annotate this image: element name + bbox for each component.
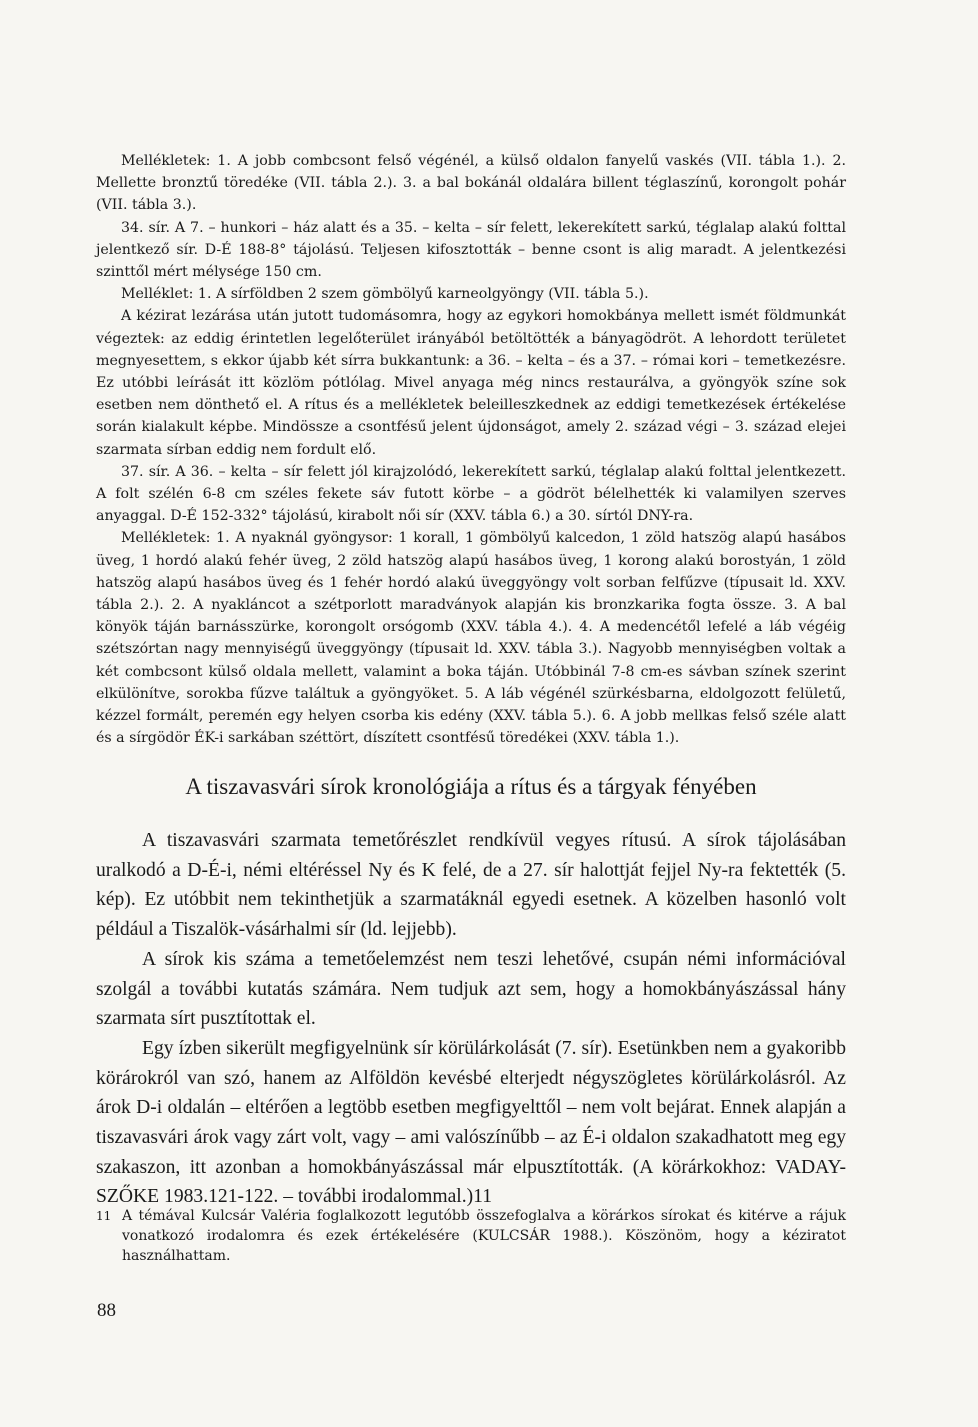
- paragraph: A sírok kis száma a temetőelemzést nem teszi lehetővé, csupán némi információval szolgál a további kutatás számára. Nem tudjuk azt sem, hogy a homokbányászással hány szarmata sírt pusztítottak el.: [96, 948, 846, 1030]
- section-heading: A tiszavasvári sírok kronológiája a rítus és a tárgyak fényében: [185, 774, 757, 799]
- footnote-text: A témával Kulcsár Valéria foglalkozott legutóbb összefoglalva a körárkos sírokat és kitérve a rájuk vonatkozó irodalomra és ezek értékelésére (KULCSÁR 1988.). Köszönöm, hogy a kéziratot használhattam.: [122, 1208, 846, 1264]
- page-number: 88: [97, 1300, 116, 1321]
- paragraph: Mellékletek: 1. A nyaknál gyöngysor: 1 korall, 1 gömbölyű kalcedon, 1 zöld hatszög alapú hasábos üveg, 1 hordó alakú fehér üveg, 2 zöld hatszög alapú hasábos üveg, 1 korong alakú borostyán, 1 zöld hatszög alapú hasábos üveg és 1 fehér hordó alakú üveggyöngy volt sorban felfűzve (típusait ld. XXV. tábla 2.). 2. A nyakláncot a szétporlott maradványok alapján kis bronzkarika fogta össze. 3. A bal könyök táján barnásszürke, korongolt orsógomb (XXV. tábla 4.). 4. A medencétől lefelé a láb végéig szétszórtan nagy mennyiségű üveggyöngy (típusait ld. XXV. tábla 3.). Nagyobb mennyiségben voltak a két combcsont külső oldala mellett, valamint a boka táján. Utóbbinál 7-8 cm-es sávban színek szerint elkülönítve, sorokba fűzve találtuk a gyöngyöket. 5. A láb végénél szürkésbarna, eldolgozott felületű, kézzel formált, peremén egy helyen csorba kis edény (XXV. tábla 5.). 6. A jobb mellkas felső széle alatt és a sírgödör ÉK-i sarkában széttört, díszített csontfésű töredékei (XXV. tábla 1.).: [96, 530, 846, 747]
- footnote-number: 11: [96, 1209, 112, 1223]
- footnote: [96, 1206, 846, 1266]
- top-text-block: [96, 150, 846, 749]
- paragraph: Melléklet: 1. A sírföldben 2 szem gömbölyű karneolgyöngy (VII. tábla 5.).: [121, 286, 649, 303]
- body-text: [96, 826, 846, 1212]
- paragraph: A tiszavasvári szarmata temetőrészlet rendkívül vegyes rítusú. A sírok tájolásában uralkodó a D-É-i, némi eltéréssel Ny és K felé, de a 27. sír halottját fejjel Ny-ra fektették (5. kép). Ez utóbbit nem tekinthetjük a szarmatáknál egyedi esetnek. A közelben hasonló volt például a Tiszalök-vásárhalmi sír (ld. lejjebb).: [96, 830, 846, 941]
- paragraph: Mellékletek: 1. A jobb combcsont felső végénél, a külső oldalon fanyelű vaskés (VII. tábla 1.). 2. Mellette bronztű töredéke (VII. tábla 2.). 3. a bal bokánál oldalára billent téglaszínű, korongolt pohár (VII. tábla 3.).: [96, 153, 846, 214]
- paragraph: Egy ízben sikerült megfigyelnünk sír körülárkolását (7. sír). Esetünkben nem a gyakoribb körárokról van szó, hanem az Alföldön kevésbé elterjedt négyszögletes körülárkolásról. Az árok D-i oldalán – eltérően a legtöbb esetben megfigyelttől – nem volt bejárat. Ennek alapján a tiszavasvári árok vagy zárt volt, vagy – ami valószínűbb – az É-i oldalon szakadhatott meg egy szakaszon, itt azonban a homokbányászással már elpusztították. (A körárkokhoz: VADAY-SZŐKE 1983.121-122. – további irodalommal.)11: [96, 1037, 846, 1208]
- paragraph: 34. sír. A 7. – hunkori – ház alatt és a 35. – kelta – sír felett, lekerekített sarkú, téglalap alakú folttal jelentkező sír. D-É 188-8° tájolású. Teljesen kifosztották – benne csont is alig maradt. A jelentkezési szinttől mért mélysége 150 cm.: [96, 219, 846, 281]
- paragraph: 37. sír. A 36. – kelta – sír felett jól kirajzolódó, lekerekített sarkú, téglalap alakú folttal jelentkezett. A folt szélén 6-8 cm széles fekete sáv futott körbe – a gödröt bélelhették ki valamilyen szerves anyaggal. D-É 152-332° tájolású, kirabolt női sír (XXV. tábla 6.) a 30. sírtól DNY-ra.: [96, 463, 846, 525]
- paragraph: A kézirat lezárása után jutott tudomásomra, hogy az egykori homokbánya mellett ismét földmunkát végeztek: az eddig érintetlen legelőterület irányából betöltötték a bányagödröt. A lehordott területet megnyesettem, s ekkor újabb két sírra bukkantunk: a 36. – kelta – és a 37. – római kori – temetkezésre. Ez utóbbi leírását itt közlöm pótlólag. Mivel anyaga még nincs restaurálva, a gyöngyök színe sok esetben nem dönthető el. A rítus és a mellékletek beleilleszkednek az eddigi temetkezések értékelése során kialakult képbe. Mindössze a csontfésű jelent újdonságot, amely 2. század végi – 3. század elejei szarmata sírban eddig nem fordult elő.: [96, 308, 846, 458]
